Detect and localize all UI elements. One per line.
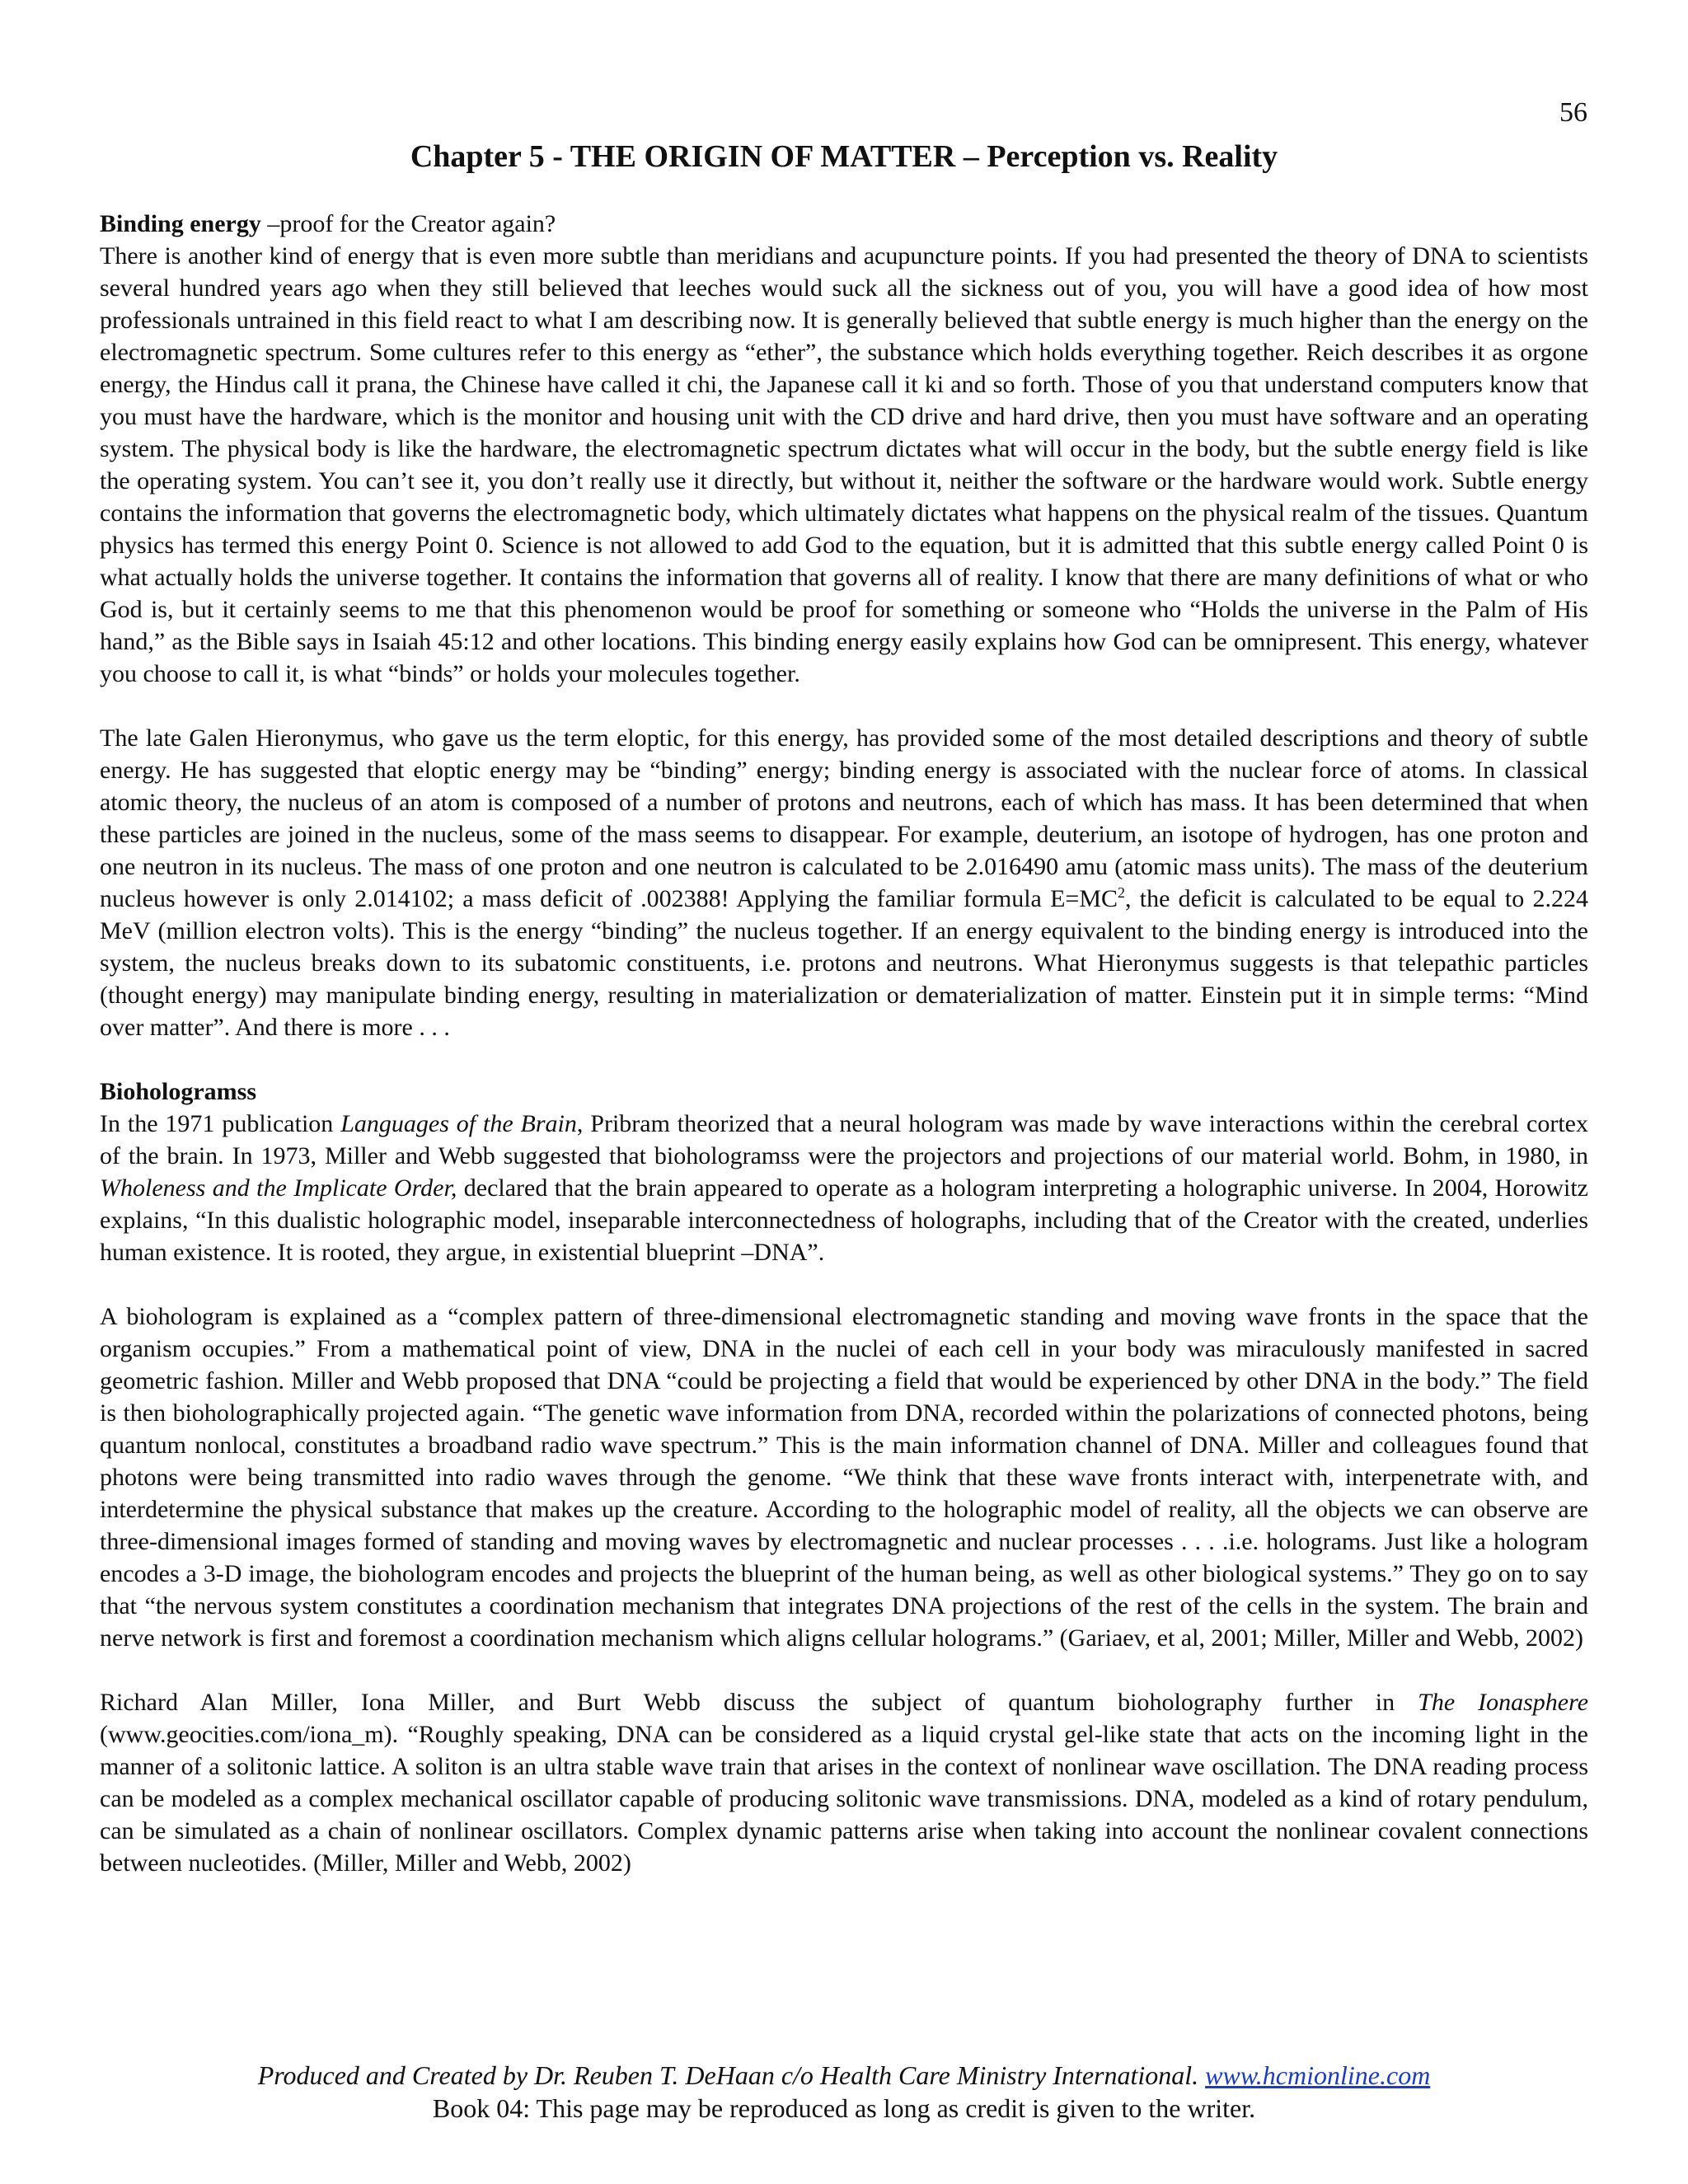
footer-website-link[interactable]: www.hcmionline.com (1205, 2060, 1431, 2090)
paragraph-pribram (100, 1108, 1588, 1268)
paragraph-text: In the 1971 publication (100, 1110, 341, 1137)
section-heading-bold: Binding energy (100, 210, 261, 237)
page-body (100, 208, 1588, 1911)
paragraph-subtle-energy: There is another kind of energy that is even more subtle than meridians and acupuncture points. If you had presented the theory of DNA to scientists several hundred years ago when they still believed that leeches would suck all the sickness out of you, you will have a good idea of how most professionals untrained in this field react to what I am describing now. It is generally believed that subtle energy is much higher than the energy on the electromagnetic spectrum. Some cultures refer to this energy as “ether”, the substance which holds everything together. Reich describes it as orgone energy, the Hindus call it prana, the Chinese have called it chi, the Japanese call it ki and so forth. Those of you that understand computers know that you must have the hardware, which is the monitor and housing unit with the CD drive and hard drive, then you must have software and an operating system. The physical body is like the hardware, the electromagnetic spectrum dictates what will occur in the body, but the subtle energy field is like the operating system. You can’t see it, you don’t really use it directly, but without it, neither the software or the hardware would work. Subtle energy contains the information that governs the electromagnetic body, which ultimately dictates what happens on the physical realm of the tissues. Quantum physics has termed this energy Point 0. Science is not allowed to add God to the equation, but it is admitted that this subtle energy called Point 0 is what actually holds the universe together. It contains the information that governs all of reality. I know that there are many definitions of what or who God is, but it certainly seems to me that this phenomenon would be proof for something or someone who “Holds the universe in the Palm of His hand,” as the Bible says in Isaiah 45:12 and other locations. This binding energy easily explains how God can be omnipresent. This energy, whatever you choose to call it, is what “binds” or holds your molecules together. (100, 242, 1588, 687)
section-heading-subtitle: –proof for the Creator again? (260, 210, 556, 237)
footer-reproduction-note: Book 04: This page may be reproduced as long as credit is given to the writer. (432, 2093, 1256, 2123)
paragraph-text: , the deficit is calculated to be equal to 2.224 MeV (million electron volts). This is the energy “binding” the nucleus together. If an energy equivalent to the binding energy is introduced into the system, the nucleus breaks down to its subatomic constituents, i.e. protons and neutrons. What Hieronymus suggests is that telepathic particles (thought energy) may manipulate binding energy, resulting in materialization or dematerialization of matter. Einstein put it in simple terms: “Mind over matter”. And there is more . . . (100, 885, 1588, 1041)
section-heading-biohologramss: Biohologramss (100, 1078, 257, 1105)
paragraph-text: , Pribram theorized that a neural hologram was made by wave interactions within the cerebral cortex of the brain. In 1973, Miller and Webb suggested that biohologramss were the projectors and projections of our material world. Bohm, in 1980, in (100, 1110, 1588, 1169)
superscript: 2 (1118, 884, 1126, 901)
section-heading-binding-energy (100, 208, 1588, 240)
page-number: 56 (1559, 97, 1587, 128)
paragraph-text: The late Galen Hieronymus, who gave us the term eloptic, for this energy, has provided some of the most detailed descriptions and theory of subtle energy. He has suggested that eloptic energy may be “binding” energy; binding energy is associated with the nuclear force of atoms. In classical atomic theory, the nucleus of an atom is composed of a number of protons and neutrons, each of which has mass. It has been determined that when these particles are joined in the nucleus, some of the mass seems to disappear. For example, deuterium, an isotope of hydrogen, has one proton and one neutron in its nucleus. The mass of one proton and one neutron is calculated to be 2.016490 amu (atomic mass units). The mass of the deuterium nucleus however is only 2.014102; a mass deficit of .002388! Applying the familiar formula E=MC (100, 724, 1588, 912)
chapter-title: Chapter 5 - THE ORIGIN OF MATTER – Perception vs. Reality (410, 139, 1278, 174)
paragraph-hieronymus (100, 722, 1588, 1043)
paragraph-text: declared that the brain appeared to operate as a hologram interpreting a holographic universe. In 2004, Horowitz explains, “In this dualistic holographic model, inseparable interconnectedness of holographs, including that of the Creator with the created, underlies human existence. It is rooted, they argue, in existential blueprint –DNA”. (100, 1174, 1588, 1266)
book-title: Languages of the Brain (340, 1110, 577, 1137)
paragraph-text: (www.geocities.com/iona_m). “Roughly speaking, DNA can be considered as a liquid crystal gel-like state that acts on the incoming light in the manner of a solitonic lattice. A soliton is an ultra stable wave train that arises in the context of nonlinear wave oscillation. The DNA reading process can be modeled as a complex mechanical oscillator capable of producing solitonic wave transmissions. DNA, modeled as a kind of rotary pendulum, can be simulated as a chain of nonlinear oscillators. Complex dynamic patterns arise when taking into account the nonlinear covalent connections between nucleotides. (Miller, Miller and Webb, 2002) (100, 1721, 1588, 1877)
footer-credit (0, 2059, 1688, 2092)
page-footer (0, 2059, 1688, 2125)
paragraph-ionasphere (100, 1686, 1588, 1879)
paragraph-biohologram: A biohologram is explained as a “complex pattern of three-dimensional electromagnetic standing and moving wave fronts in the space that the organism occupies.” From a mathematical point of view, DNA in the nuclei of each cell in your body was miraculously manifested in sacred geometric fashion. Miller and Webb proposed that DNA “could be projecting a field that would be experienced by other DNA in the body.” The field is then bioholographically projected again. “The genetic wave information from DNA, recorded within the polarizations of connected photons, being quantum nonlocal, constitutes a broadband radio wave spectrum.” This is the main information channel of DNA. Miller and colleagues found that photons were being transmitted into radio waves through the genome. “We think that these wave fronts interact with, interpenetrate with, and interdetermine the physical substance that makes up the creature. According to the holographic model of reality, all the objects we can observe are three-dimensional images formed of standing and moving waves by electromagnetic and nuclear processes . . . .i.e. holograms. Just like a hologram encodes a 3-D image, the biohologram encodes and projects the blueprint of the human being, as well as other biological systems.” They go on to say that “the nervous system constitutes a coordination mechanism that integrates DNA projections of the rest of the cells in the system. The brain and nerve network is first and foremost a coordination mechanism which aligns cellular holograms.” (Gariaev, et al, 2001; Miller, Miller and Webb, 2002) (100, 1303, 1588, 1652)
book-title: Wholeness and the Implicate Order, (100, 1174, 457, 1202)
footer-credit-text: Produced and Created by Dr. Reuben T. DeHaan c/o Health Care Ministry International. (257, 2060, 1206, 2090)
publication-title: The Ionasphere (1418, 1689, 1589, 1716)
paragraph-text: Richard Alan Miller, Iona Miller, and Burt Webb discuss the subject of quantum bioholography further in (100, 1689, 1418, 1716)
